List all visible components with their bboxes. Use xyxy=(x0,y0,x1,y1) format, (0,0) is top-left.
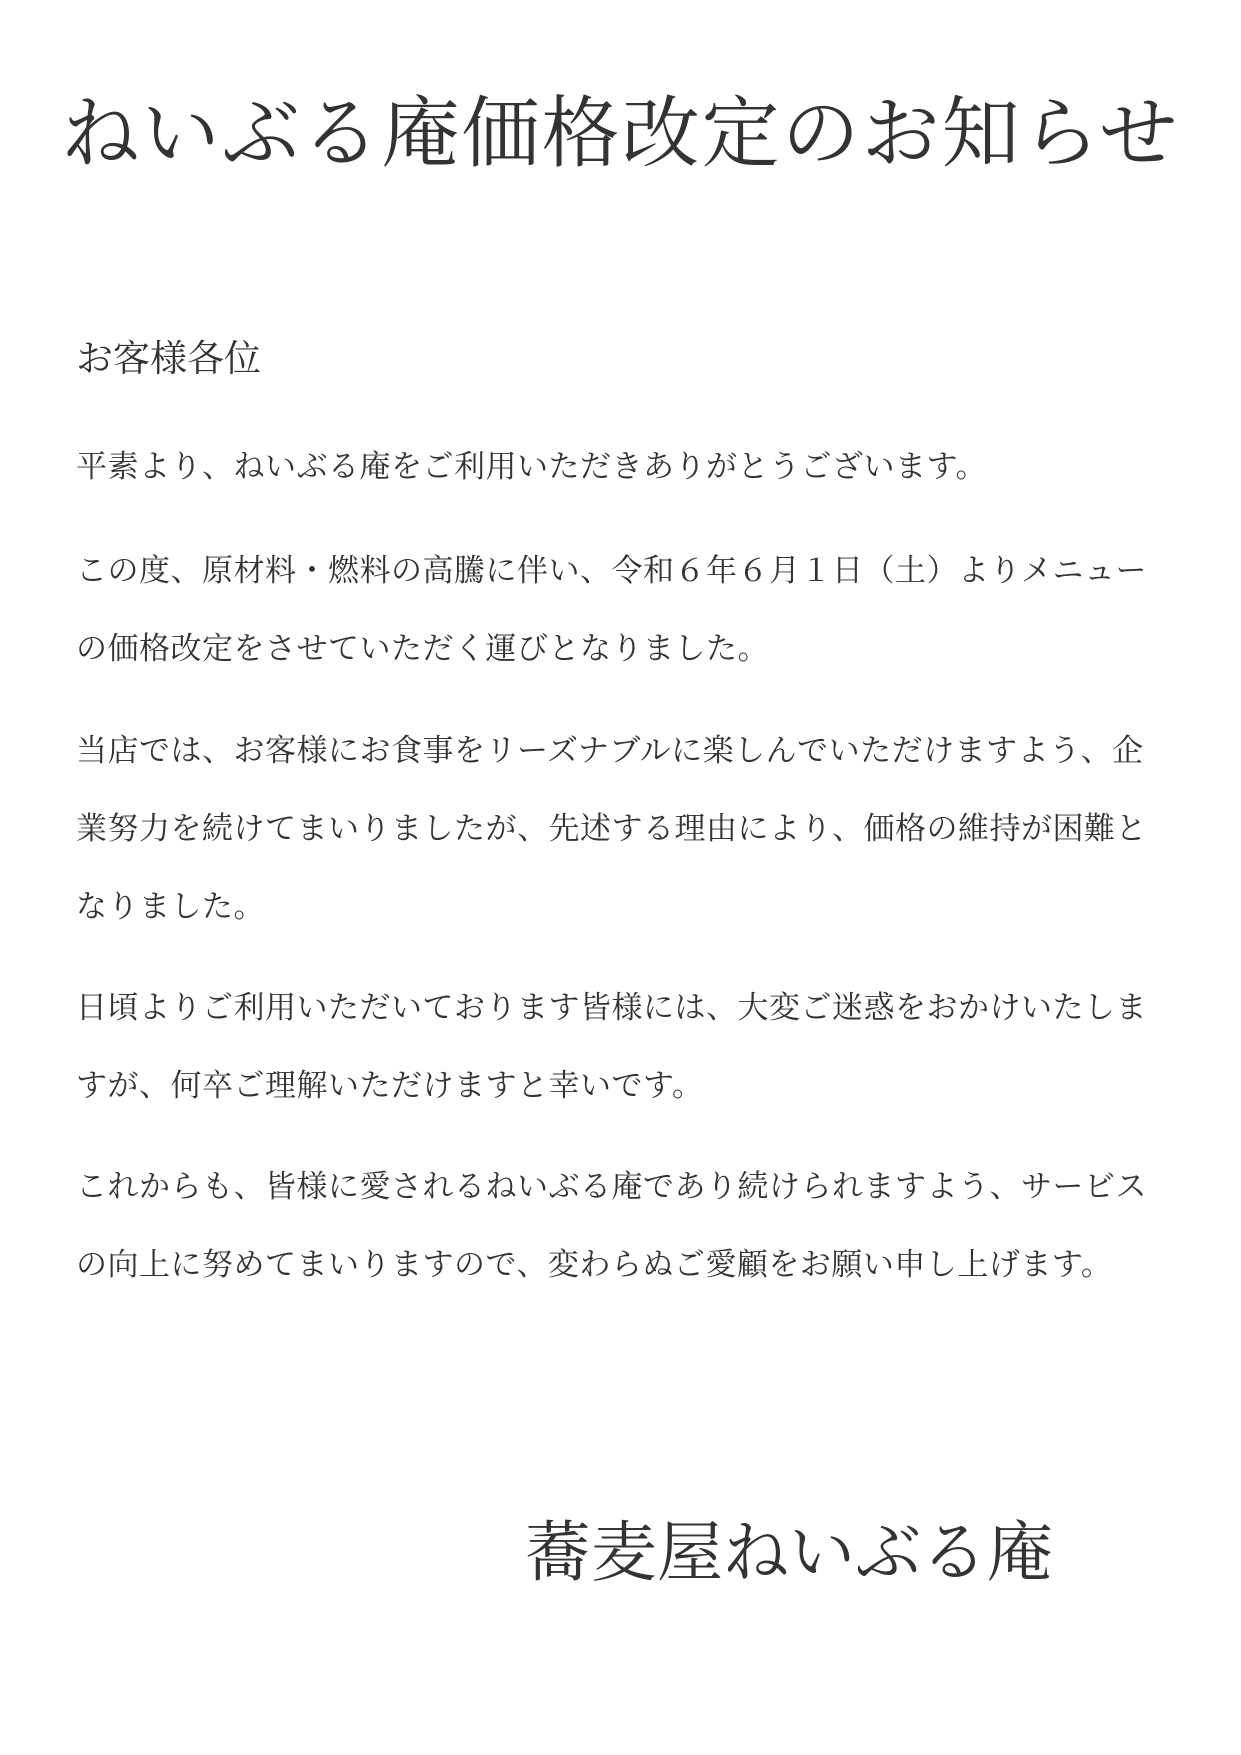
salutation: お客様各位 xyxy=(76,337,261,380)
paragraph-apology: 日頃よりご利用いただいております皆様には、大変ご迷惑をおかけいたしますが、何卒ご理解いただけますと幸いです。 xyxy=(76,990,1147,1104)
store-signature: 蕎麦屋ねいぶる庵 xyxy=(525,1514,1053,1591)
paragraph-reason: 当店では、お客様にお食事をリーズナブルに楽しんでいただけますよう、企業努力を続けてまいりましたが、先述する理由により、価格の維持が困難となりました。 xyxy=(76,733,1147,925)
notice-title: ねいぶる庵価格改定のお知らせ xyxy=(61,89,1180,179)
paragraph-closing: これからも、皆様に愛されるねいぶる庵であり続けられますよう、サービスの向上に努めてまいりますので、変わらぬご愛顧をお願い申し上げます。 xyxy=(76,1169,1147,1283)
paragraph-price-revision: この度、原材料・燃料の高騰に伴い、令和６年６月１日（土）よりメニューの価格改定をさせていただく運びとなりました。 xyxy=(76,553,1147,667)
paragraph-greeting: 平素より、ねいぶる庵をご利用いただきありがとうございます。 xyxy=(76,449,988,485)
